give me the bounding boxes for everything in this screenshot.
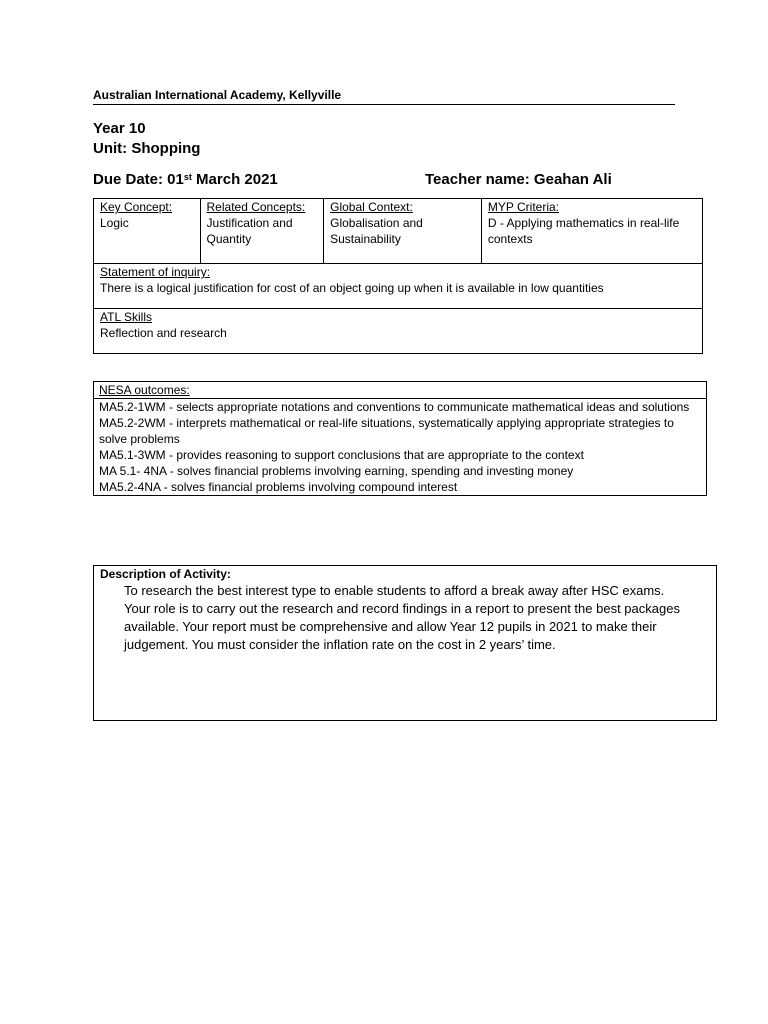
nesa-outcomes-list — [94, 399, 707, 496]
due-date-suffix-ordinal: st — [183, 172, 192, 182]
myp-criteria-value: D - Applying mathematics in real-life contexts — [487, 216, 680, 246]
statement-of-inquiry-cell — [94, 264, 703, 309]
statement-of-inquiry-value: There is a logical justification for cost of an object going up when it is available in low quantities — [100, 281, 604, 295]
due-date — [93, 170, 278, 189]
teacher-name: Teacher name: Geahan Ali — [425, 171, 612, 188]
activity-description-box — [93, 565, 717, 721]
nesa-outcome-item: MA5.1-3WM - provides reasoning to support conclusions that are appropriate to the context — [99, 448, 584, 462]
due-date-month-year: March 2021 — [191, 171, 278, 188]
activity-description-label: Description of Activity: — [100, 567, 231, 581]
nesa-outcomes-label: NESA outcomes: — [99, 383, 190, 397]
related-concepts-cell — [200, 199, 324, 264]
concepts-table — [93, 198, 703, 354]
key-concept-cell — [94, 199, 201, 264]
key-concept-label: Key Concept: — [100, 200, 173, 214]
nesa-outcome-item: MA 5.1- 4NA - solves financial problems involving earning, spending and investing money — [99, 464, 574, 478]
year-level: Year 10 — [93, 120, 146, 137]
global-context-label: Global Context: — [330, 200, 413, 214]
key-concept-value: Logic — [100, 216, 129, 230]
atl-skills-label: ATL Skills — [100, 310, 153, 324]
atl-skills-value: Reflection and research — [100, 326, 227, 340]
activity-description-cell — [94, 566, 717, 721]
related-concepts-label: Related Concepts: — [206, 200, 306, 214]
myp-criteria-cell — [481, 199, 702, 264]
related-concepts-value: Justification and Quantity — [206, 216, 293, 246]
myp-criteria-label: MYP Criteria: — [487, 200, 560, 214]
global-context-value: Globalisation and Sustainability — [330, 216, 423, 246]
nesa-outcome-item: MA5.2-2WM - interprets mathematical or real-life situations, systematically applying appropriate strategies to solve problems — [99, 416, 674, 446]
statement-of-inquiry-label: Statement of inquiry: — [100, 265, 211, 279]
nesa-outcomes-header — [94, 382, 707, 399]
activity-description-text: To research the best interest type to enable students to afford a break away after HSC exams. Your role is to carry out the research and record findings in a report to present the best packages available. Your report must be comprehensive and allow Year 12 pupils in 2021 to make their judgement. You must consider the inflation rate on the cost in 2 years’ time. — [124, 583, 680, 652]
nesa-outcomes-table — [93, 381, 707, 496]
global-context-cell — [324, 199, 482, 264]
atl-skills-cell — [94, 309, 703, 354]
nesa-outcome-item: MA5.2-1WM - selects appropriate notations and conventions to communicate mathematical ideas and solutions — [99, 400, 690, 414]
school-name: Australian International Academy, Kellyville — [93, 87, 675, 105]
unit-title: Unit: Shopping — [93, 140, 201, 157]
nesa-outcome-item: MA5.2-4NA - solves financial problems involving compound interest — [99, 480, 458, 494]
due-date-prefix: Due Date: 01 — [93, 171, 184, 188]
